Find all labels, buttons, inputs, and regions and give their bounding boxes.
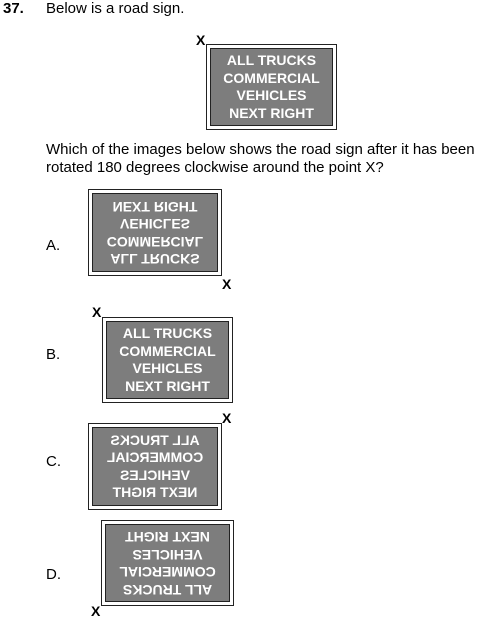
option-a-road-sign-face — [92, 193, 218, 272]
option-a-road-sign[interactable] — [88, 189, 222, 276]
sign-line-3: VEHICLES — [236, 87, 307, 103]
option-b-sign-line-2: COMMERCIAL — [119, 342, 216, 359]
option-d-road-sign[interactable] — [101, 520, 234, 606]
option-d-sign-line-4: NEXT RIGHT — [125, 529, 210, 546]
option-a-label[interactable]: A. — [46, 237, 61, 254]
option-d-road-sign-face — [105, 524, 230, 602]
option-b-sign-line-1: ALL TRUCKS — [122, 325, 213, 341]
option-b-road-sign-face — [106, 321, 229, 399]
sign-line-1: ALL TRUCKS — [226, 52, 317, 68]
question-intro: Below is a road sign. — [46, 0, 185, 17]
question-prompt-line-1: Which of the images below shows the road sign after it has been — [46, 141, 475, 158]
option-a-point-x-label: X — [222, 276, 232, 292]
option-b-point-x-label: X — [92, 304, 102, 320]
option-d-label[interactable]: D. — [46, 566, 61, 583]
option-c-sign-line-3: VEHICLES — [120, 466, 191, 483]
option-a-sign-line-4: NEXT RIGHT — [112, 199, 198, 215]
option-d-sign-line-1: ALL TRUCKS — [122, 582, 213, 598]
option-c-point-x-label: X — [222, 410, 232, 426]
option-c-label[interactable]: C. — [46, 453, 61, 470]
option-c-road-sign-face — [92, 427, 218, 506]
original-point-x-label: X — [196, 32, 206, 48]
option-b-sign-line-4: NEXT RIGHT — [125, 377, 210, 394]
original-road-sign — [206, 44, 337, 130]
option-a-sign-line-2: COMMERCIAL — [106, 234, 204, 250]
option-a-sign-line-1: ALL TRUCKS — [110, 251, 200, 268]
question-number: 37. — [3, 0, 24, 17]
option-a-sign-line-3: VEHICLES — [119, 216, 190, 233]
question-prompt-line-2: rotated 180 degrees clockwise around the point X? — [46, 159, 384, 176]
option-b-label[interactable]: B. — [46, 346, 61, 363]
sign-line-4: NEXT RIGHT — [229, 104, 314, 121]
option-d-sign-line-2: COMMERCIAL — [119, 564, 216, 581]
option-d-sign-line-3: VEHICLES — [132, 547, 203, 563]
option-b-road-sign[interactable] — [102, 317, 233, 403]
original-road-sign-face — [210, 48, 333, 126]
option-c-sign-line-4: NEXT RIGHT — [112, 484, 198, 500]
option-c-road-sign[interactable] — [88, 423, 222, 510]
option-c-sign-line-1: ALL TRUCKS — [110, 431, 200, 448]
option-b-sign-line-3: VEHICLES — [132, 360, 203, 376]
sign-line-2: COMMERCIAL — [223, 69, 320, 86]
option-c-sign-line-2: COMMERCIAL — [106, 449, 204, 465]
option-d-point-x-label: X — [91, 603, 101, 619]
